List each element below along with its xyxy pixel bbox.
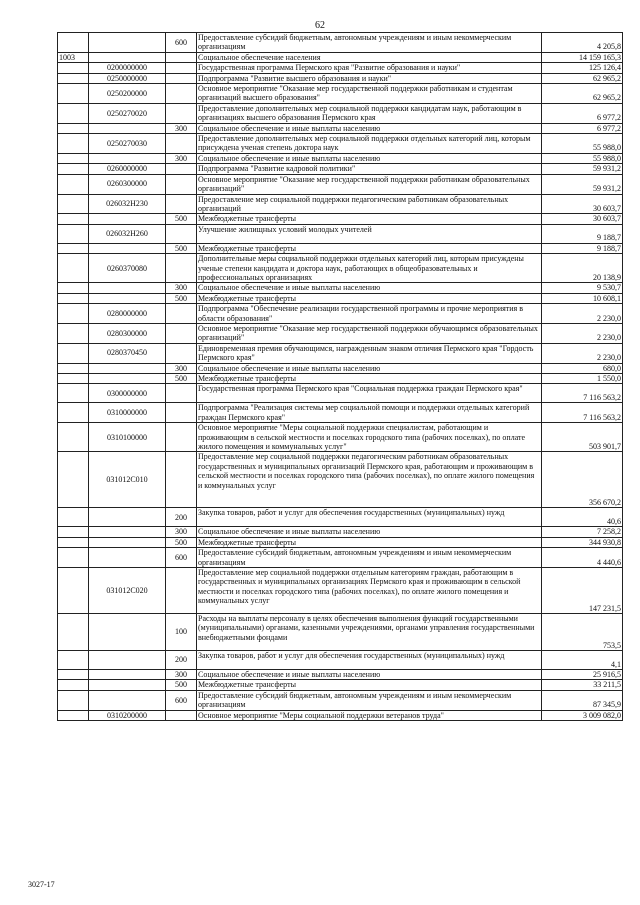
expense-type-code-cell — [166, 224, 197, 243]
section-code-cell — [58, 363, 89, 373]
item-name-cell: Социальное обеспечение и иные выплаты населению — [197, 123, 542, 133]
amount-cell: 10 608,1 — [542, 293, 623, 303]
amount-cell: 14 159 165,3 — [542, 52, 623, 62]
table-row — [58, 174, 623, 194]
item-name-cell: Закупка товаров, работ и услуг для обеспечения государственных (муниципальных) нужд — [197, 651, 542, 670]
document-code: 3027-17 — [28, 880, 55, 889]
expense-type-code-cell — [166, 164, 197, 174]
section-code-cell — [58, 323, 89, 343]
table-row — [58, 33, 623, 53]
expense-type-code-cell: 600 — [166, 548, 197, 568]
target-article-code-cell — [89, 670, 166, 680]
item-name-cell: Межбюджетные трансферты — [197, 293, 542, 303]
target-article-code-cell: 0310000000 — [89, 403, 166, 423]
section-code-cell — [58, 174, 89, 194]
target-article-code-cell — [89, 214, 166, 224]
target-article-code-cell: 026032Н260 — [89, 224, 166, 243]
expense-type-code-cell: 300 — [166, 153, 197, 163]
expense-type-code-cell: 500 — [166, 293, 197, 303]
table-row — [58, 214, 623, 224]
section-code-cell — [58, 651, 89, 670]
amount-cell: 753,5 — [542, 614, 623, 651]
item-name-cell: Социальное обеспечение и иные выплаты населению — [197, 153, 542, 163]
section-code-cell — [58, 134, 89, 154]
target-article-code-cell — [89, 527, 166, 537]
amount-cell: 55 988,0 — [542, 153, 623, 163]
section-code-cell — [58, 164, 89, 174]
section-code-cell — [58, 194, 89, 214]
expense-type-code-cell: 500 — [166, 537, 197, 547]
item-name-cell: Подпрограмма "Обеспечение реализации государственной программы и прочие мероприятия в области образования" — [197, 304, 542, 324]
table-row — [58, 537, 623, 547]
section-code-cell: 1003 — [58, 52, 89, 62]
amount-cell: 87 345,9 — [542, 690, 623, 710]
section-code-cell — [58, 680, 89, 690]
target-article-code-cell: 0260000000 — [89, 164, 166, 174]
item-name-cell: Межбюджетные трансферты — [197, 243, 542, 253]
expense-type-code-cell: 300 — [166, 527, 197, 537]
expense-type-code-cell: 300 — [166, 363, 197, 373]
item-name-cell: Межбюджетные трансферты — [197, 537, 542, 547]
expense-type-code-cell — [166, 103, 197, 123]
item-name-cell: Предоставление дополнительных мер социальной поддержки кандидатам наук, работающим в организациях высшего образования Пермского края — [197, 103, 542, 123]
item-name-cell: Предоставление субсидий бюджетным, автономным учреждениям и иным некоммерческим организациям — [197, 33, 542, 53]
target-article-code-cell: 0280370450 — [89, 343, 166, 363]
target-article-code-cell — [89, 508, 166, 527]
item-name-cell: Предоставление мер социальной поддержки отдельным категориям граждан, работающим в государственных и муниципальных организациях Пермского края и проживающим в сельской местности и поселках городского типа (рабочих поселках), по оплате жилого помещения и коммунальных услуг — [197, 568, 542, 614]
amount-cell: 55 988,0 — [542, 134, 623, 154]
item-name-cell: Государственная программа Пермского края "Развитие образования и науки" — [197, 63, 542, 73]
table-row — [58, 194, 623, 214]
budget-table-body — [58, 33, 623, 721]
table-row — [58, 670, 623, 680]
item-name-cell: Предоставление субсидий бюджетным, автономным учреждениям и иным некоммерческим организациям — [197, 690, 542, 710]
expense-type-code-cell: 200 — [166, 651, 197, 670]
table-row — [58, 52, 623, 62]
amount-cell: 9 188,7 — [542, 224, 623, 243]
target-article-code-cell: 0250270020 — [89, 103, 166, 123]
section-code-cell — [58, 33, 89, 53]
table-row — [58, 153, 623, 163]
target-article-code-cell — [89, 153, 166, 163]
table-row — [58, 293, 623, 303]
budget-table — [57, 32, 623, 721]
section-code-cell — [58, 293, 89, 303]
target-article-code-cell: 0300000000 — [89, 384, 166, 403]
amount-cell: 9 188,7 — [542, 243, 623, 253]
expense-type-code-cell: 200 — [166, 508, 197, 527]
amount-cell: 2 230,0 — [542, 343, 623, 363]
target-article-code-cell: 031012С010 — [89, 452, 166, 508]
table-row — [58, 527, 623, 537]
item-name-cell: Социальное обеспечение населения — [197, 52, 542, 62]
section-code-cell — [58, 153, 89, 163]
amount-cell: 25 916,5 — [542, 670, 623, 680]
section-code-cell — [58, 614, 89, 651]
target-article-code-cell: 0260300000 — [89, 174, 166, 194]
item-name-cell: Социальное обеспечение и иные выплаты населению — [197, 527, 542, 537]
expense-type-code-cell — [166, 304, 197, 324]
target-article-code-cell — [89, 651, 166, 670]
item-name-cell: Социальное обеспечение и иные выплаты населению — [197, 283, 542, 293]
table-row — [58, 452, 623, 508]
target-article-code-cell: 0250000000 — [89, 73, 166, 83]
amount-cell: 30 603,7 — [542, 214, 623, 224]
page-number: 62 — [315, 20, 325, 31]
table-row — [58, 343, 623, 363]
amount-cell: 7 116 563,2 — [542, 403, 623, 423]
table-row — [58, 254, 623, 283]
target-article-code-cell — [89, 52, 166, 62]
table-row — [58, 103, 623, 123]
target-article-code-cell: 0200000000 — [89, 63, 166, 73]
target-article-code-cell: 0280000000 — [89, 304, 166, 324]
amount-cell: 4,1 — [542, 651, 623, 670]
expense-type-code-cell — [166, 63, 197, 73]
section-code-cell — [58, 243, 89, 253]
amount-cell: 62 965,2 — [542, 84, 623, 104]
section-code-cell — [58, 73, 89, 83]
item-name-cell: Предоставление субсидий бюджетным, автономным учреждениям и иным некоммерческим организациям — [197, 548, 542, 568]
section-code-cell — [58, 283, 89, 293]
amount-cell: 503 901,7 — [542, 423, 623, 452]
item-name-cell: Межбюджетные трансферты — [197, 374, 542, 384]
expense-type-code-cell: 500 — [166, 214, 197, 224]
section-code-cell — [58, 214, 89, 224]
expense-type-code-cell: 600 — [166, 33, 197, 53]
item-name-cell: Социальное обеспечение и иные выплаты населению — [197, 363, 542, 373]
section-code-cell — [58, 103, 89, 123]
table-row — [58, 690, 623, 710]
expense-type-code-cell — [166, 254, 197, 283]
amount-cell: 680,0 — [542, 363, 623, 373]
section-code-cell — [58, 710, 89, 720]
item-name-cell: Подпрограмма "Развитие кадровой политики" — [197, 164, 542, 174]
expense-type-code-cell — [166, 52, 197, 62]
table-row — [58, 508, 623, 527]
item-name-cell: Закупка товаров, работ и услуг для обеспечения государственных (муниципальных) нужд — [197, 508, 542, 527]
item-name-cell: Социальное обеспечение и иные выплаты населению — [197, 670, 542, 680]
table-row — [58, 164, 623, 174]
expense-type-code-cell: 300 — [166, 670, 197, 680]
item-name-cell: Предоставление дополнительных мер социальной поддержки отдельных категорий лиц, которым присуждена ученая степень доктора наук — [197, 134, 542, 154]
target-article-code-cell: 031012С020 — [89, 568, 166, 614]
expense-type-code-cell — [166, 134, 197, 154]
expense-type-code-cell — [166, 452, 197, 508]
amount-cell: 344 930,8 — [542, 537, 623, 547]
amount-cell: 59 931,2 — [542, 164, 623, 174]
table-row — [58, 243, 623, 253]
amount-cell: 4 440,6 — [542, 548, 623, 568]
expense-type-code-cell — [166, 403, 197, 423]
expense-type-code-cell: 100 — [166, 614, 197, 651]
item-name-cell: Межбюджетные трансферты — [197, 214, 542, 224]
target-article-code-cell: 0250200000 — [89, 84, 166, 104]
item-name-cell: Расходы на выплаты персоналу в целях обеспечения выполнения функций государственными (муниципальными) органами, казенными учреждениями, органами управления государственными внебюджетными фондами — [197, 614, 542, 651]
amount-cell: 62 965,2 — [542, 73, 623, 83]
item-name-cell: Предоставление мер социальной поддержки педагогическим работникам образовательных организаций — [197, 194, 542, 214]
expense-type-code-cell: 500 — [166, 374, 197, 384]
amount-cell: 6 977,2 — [542, 103, 623, 123]
table-row — [58, 363, 623, 373]
item-name-cell: Основное мероприятие "Оказание мер государственной поддержки работникам образовательных организаций" — [197, 174, 542, 194]
item-name-cell: Подпрограмма "Реализация системы мер социальной помощи и поддержки отдельных категорий граждан Пермского края" — [197, 403, 542, 423]
item-name-cell: Улучшение жилищных условий молодых учителей — [197, 224, 542, 243]
amount-cell: 356 670,2 — [542, 452, 623, 508]
section-code-cell — [58, 548, 89, 568]
item-name-cell: Основное мероприятие "Оказание мер государственной поддержки работникам и студентам организаций высшего образования" — [197, 84, 542, 104]
target-article-code-cell — [89, 374, 166, 384]
amount-cell: 147 231,5 — [542, 568, 623, 614]
expense-type-code-cell — [166, 174, 197, 194]
expense-type-code-cell: 300 — [166, 283, 197, 293]
amount-cell: 7 258,2 — [542, 527, 623, 537]
section-code-cell — [58, 343, 89, 363]
target-article-code-cell — [89, 680, 166, 690]
table-row — [58, 224, 623, 243]
section-code-cell — [58, 403, 89, 423]
table-row — [58, 73, 623, 83]
item-name-cell: Межбюджетные трансферты — [197, 680, 542, 690]
section-code-cell — [58, 384, 89, 403]
amount-cell: 30 603,7 — [542, 194, 623, 214]
section-code-cell — [58, 568, 89, 614]
item-name-cell: Основное мероприятие "Меры социальной поддержки ветеранов труда" — [197, 710, 542, 720]
expense-type-code-cell — [166, 423, 197, 452]
target-article-code-cell: 0260370080 — [89, 254, 166, 283]
target-article-code-cell — [89, 123, 166, 133]
item-name-cell: Основное мероприятие "Оказание мер государственной поддержки обучающимся образовательных организаций" — [197, 323, 542, 343]
target-article-code-cell — [89, 690, 166, 710]
section-code-cell — [58, 84, 89, 104]
section-code-cell — [58, 374, 89, 384]
table-row — [58, 614, 623, 651]
amount-cell: 2 230,0 — [542, 304, 623, 324]
target-article-code-cell: 0250270030 — [89, 134, 166, 154]
section-code-cell — [58, 537, 89, 547]
amount-cell: 59 931,2 — [542, 174, 623, 194]
target-article-code-cell — [89, 537, 166, 547]
table-row — [58, 680, 623, 690]
amount-cell: 4 205,8 — [542, 33, 623, 53]
table-row — [58, 84, 623, 104]
table-row — [58, 384, 623, 403]
target-article-code-cell: 0310200000 — [89, 710, 166, 720]
amount-cell: 7 116 563,2 — [542, 384, 623, 403]
target-article-code-cell: 0280300000 — [89, 323, 166, 343]
table-row — [58, 568, 623, 614]
target-article-code-cell — [89, 363, 166, 373]
table-row — [58, 548, 623, 568]
section-code-cell — [58, 423, 89, 452]
amount-cell: 1 550,0 — [542, 374, 623, 384]
table-row — [58, 304, 623, 324]
table-row — [58, 651, 623, 670]
section-code-cell — [58, 452, 89, 508]
table-row — [58, 63, 623, 73]
expense-type-code-cell: 500 — [166, 680, 197, 690]
amount-cell: 33 211,5 — [542, 680, 623, 690]
expense-type-code-cell — [166, 568, 197, 614]
item-name-cell: Дополнительные меры социальной поддержки отдельных категорий лиц, которым присуждены ученые степени кандидата и доктора наук, работающих в общеобразовательных и профессиональных организациях — [197, 254, 542, 283]
target-article-code-cell — [89, 283, 166, 293]
section-code-cell — [58, 123, 89, 133]
table-row — [58, 323, 623, 343]
amount-cell: 9 530,7 — [542, 283, 623, 293]
amount-cell: 125 126,4 — [542, 63, 623, 73]
target-article-code-cell — [89, 293, 166, 303]
expense-type-code-cell: 600 — [166, 690, 197, 710]
section-code-cell — [58, 224, 89, 243]
section-code-cell — [58, 527, 89, 537]
table-row — [58, 710, 623, 720]
section-code-cell — [58, 254, 89, 283]
amount-cell: 6 977,2 — [542, 123, 623, 133]
expense-type-code-cell — [166, 84, 197, 104]
target-article-code-cell: 0310100000 — [89, 423, 166, 452]
target-article-code-cell — [89, 33, 166, 53]
amount-cell: 3 009 082,0 — [542, 710, 623, 720]
item-name-cell: Подпрограмма "Развитие высшего образования и науки" — [197, 73, 542, 83]
expense-type-code-cell — [166, 194, 197, 214]
section-code-cell — [58, 63, 89, 73]
expense-type-code-cell: 300 — [166, 123, 197, 133]
expense-type-code-cell — [166, 343, 197, 363]
expense-type-code-cell — [166, 73, 197, 83]
amount-cell: 40,6 — [542, 508, 623, 527]
section-code-cell — [58, 304, 89, 324]
target-article-code-cell: 026032Н230 — [89, 194, 166, 214]
target-article-code-cell — [89, 548, 166, 568]
section-code-cell — [58, 508, 89, 527]
amount-cell: 2 230,0 — [542, 323, 623, 343]
expense-type-code-cell — [166, 323, 197, 343]
expense-type-code-cell — [166, 384, 197, 403]
expense-type-code-cell: 500 — [166, 243, 197, 253]
item-name-cell: Государственная программа Пермского края "Социальная поддержка граждан Пермского края" — [197, 384, 542, 403]
target-article-code-cell — [89, 614, 166, 651]
item-name-cell: Основное мероприятие "Меры социальной поддержки специалистам, работающим и проживающим в сельской местности и поселках городского типа (рабочих поселках), по оплате жилого помещения и коммунальных услуг" — [197, 423, 542, 452]
table-row — [58, 403, 623, 423]
target-article-code-cell — [89, 243, 166, 253]
table-row — [58, 283, 623, 293]
amount-cell: 20 138,9 — [542, 254, 623, 283]
table-row — [58, 134, 623, 154]
table-row — [58, 123, 623, 133]
expense-type-code-cell — [166, 710, 197, 720]
section-code-cell — [58, 690, 89, 710]
table-row — [58, 423, 623, 452]
section-code-cell — [58, 670, 89, 680]
table-row — [58, 374, 623, 384]
item-name-cell: Предоставление мер социальной поддержки педагогическим работникам образовательных государственных и муниципальных организаций Пермского края, работающим и проживающим в сельской местности и поселках городского типа (рабочих поселках), по оплате жилого помещения и коммунальных услуг — [197, 452, 542, 508]
item-name-cell: Единовременная премия обучающимся, награжденным знаком отличия Пермского края "Гордость Пермского края" — [197, 343, 542, 363]
